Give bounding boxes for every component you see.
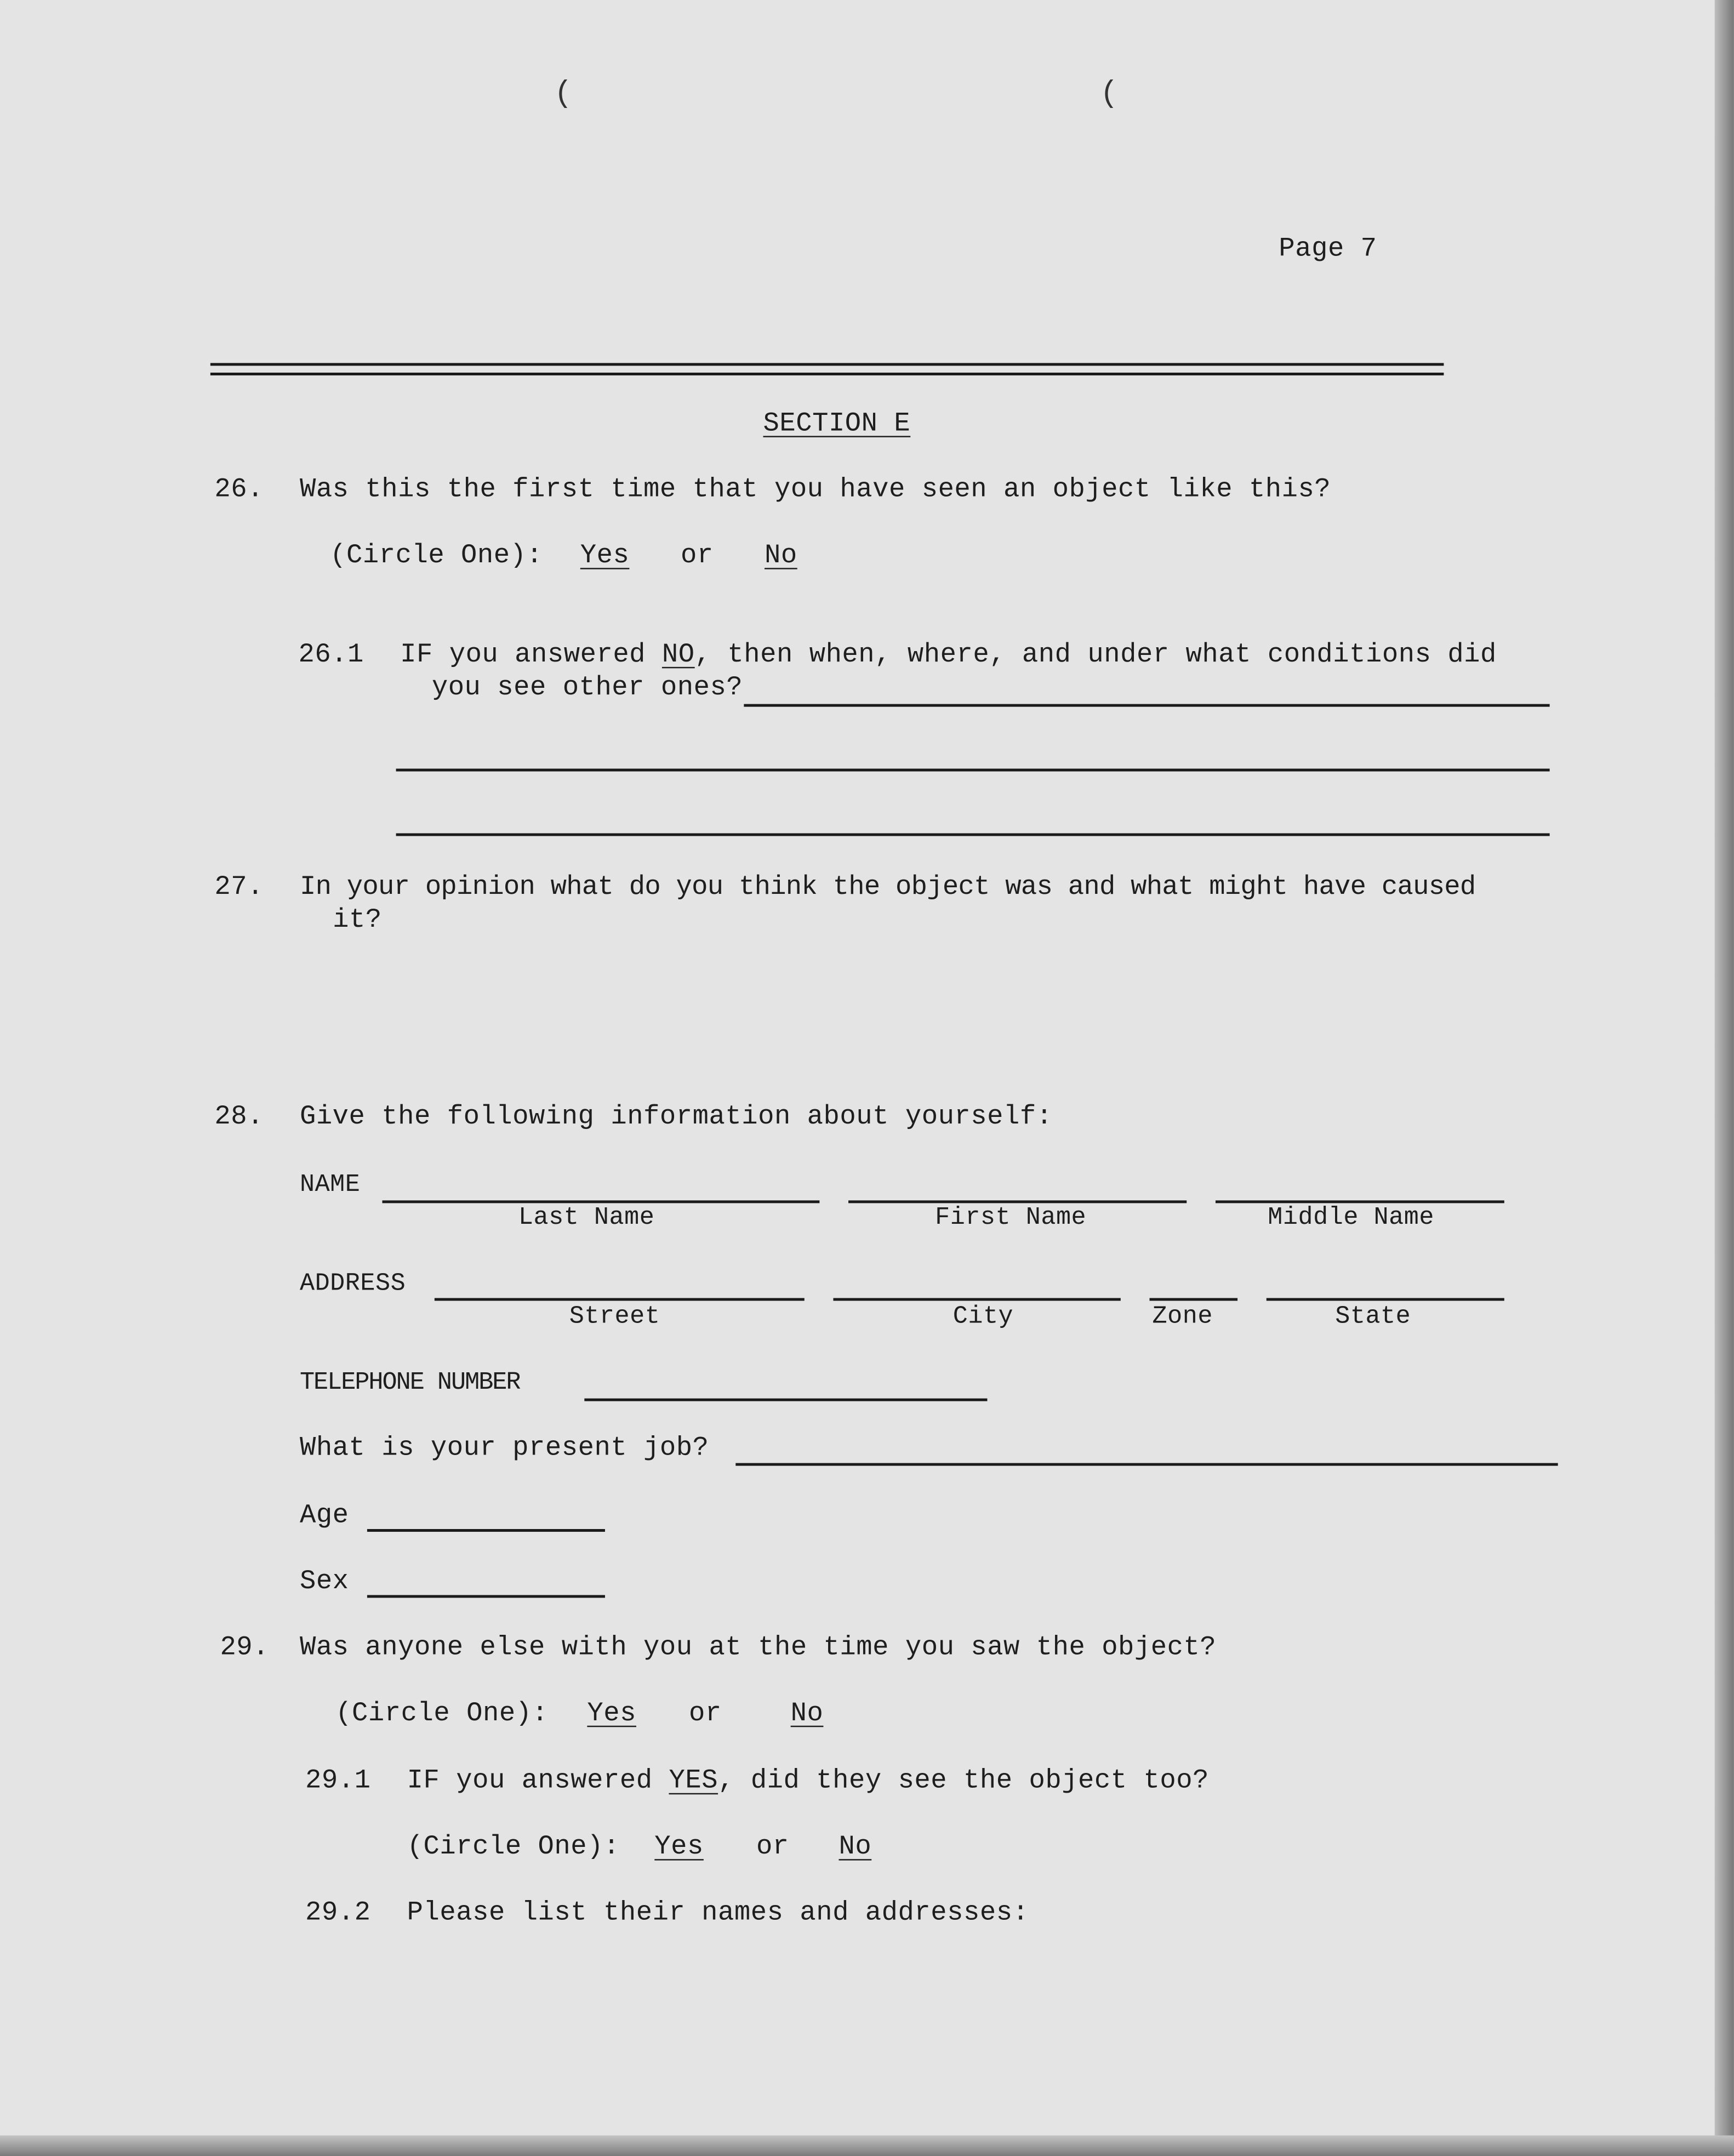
age-label: Age: [299, 1500, 349, 1531]
emphasis: NO: [661, 639, 695, 670]
age-field[interactable]: [367, 1529, 605, 1532]
q26-1-answer-line[interactable]: [396, 833, 1550, 836]
q29-1-yes-option[interactable]: Yes: [654, 1831, 704, 1862]
q28-text: Give the following information about yourself:: [299, 1101, 1053, 1132]
sex-field[interactable]: [367, 1595, 605, 1598]
q28-number: 28.: [214, 1101, 264, 1132]
q29-1-circle-label: (Circle One):: [407, 1831, 620, 1862]
text: IF you answered: [407, 1765, 669, 1796]
street-field[interactable]: [435, 1298, 805, 1301]
q29-2-number: 29.2: [305, 1897, 371, 1928]
q29-1-number: 29.1: [305, 1765, 371, 1796]
q26-1-text-line2: you see other ones?: [431, 672, 743, 703]
q29-1-no-option[interactable]: No: [839, 1831, 872, 1862]
punch-mark: (: [1100, 77, 1119, 112]
telephone-field[interactable]: [584, 1399, 987, 1401]
q29-or: or: [689, 1698, 722, 1729]
last-name-caption: Last Name: [518, 1204, 655, 1233]
q26-number: 26.: [214, 474, 264, 505]
scan-edge-bottom: [0, 2135, 1734, 2156]
job-label: What is your present job?: [299, 1433, 709, 1463]
page-number: Page 7: [1279, 233, 1377, 264]
job-field[interactable]: [735, 1463, 1558, 1466]
punch-mark: (: [554, 77, 573, 112]
state-caption: State: [1335, 1303, 1411, 1331]
q27-text: In your opinion what do you think the object was and what might have caused: [299, 871, 1476, 902]
city-caption: City: [952, 1303, 1014, 1331]
divider: [210, 363, 1444, 366]
q27-text-line2: it?: [333, 904, 382, 936]
q26-1-text: [400, 640, 1497, 670]
q29-1-text: [407, 1766, 1209, 1796]
address-label: ADDRESS: [299, 1270, 406, 1298]
scan-edge-right: [1715, 0, 1734, 2156]
q29-no-option[interactable]: No: [790, 1698, 824, 1729]
q26-yes-option[interactable]: Yes: [580, 540, 630, 571]
q29-number: 29.: [220, 1632, 270, 1663]
q29-1-or: or: [756, 1831, 789, 1862]
city-field[interactable]: [833, 1298, 1120, 1301]
divider: [210, 373, 1444, 375]
text: , then when, where, and under what conditions did: [694, 639, 1497, 670]
name-label: NAME: [299, 1171, 361, 1199]
state-field[interactable]: [1267, 1298, 1504, 1301]
q29-2-text: Please list their names and addresses:: [407, 1897, 1029, 1928]
middle-name-caption: Middle Name: [1268, 1204, 1434, 1233]
telephone-label: TELEPHONE NUMBER: [299, 1369, 520, 1398]
q29-yes-option[interactable]: Yes: [587, 1698, 636, 1729]
text: , did they see the object too?: [718, 1765, 1209, 1796]
emphasis: YES: [669, 1765, 718, 1796]
q26-text: Was this the first time that you have seen an object like this?: [299, 474, 1331, 505]
sex-label: Sex: [299, 1566, 349, 1596]
q26-1-number: 26.1: [298, 639, 364, 670]
q27-number: 27.: [214, 871, 264, 902]
first-name-caption: First Name: [935, 1204, 1087, 1233]
street-caption: Street: [569, 1303, 660, 1331]
q26-circle-label: (Circle One):: [330, 540, 543, 571]
q29-text: Was anyone else with you at the time you saw the object?: [299, 1632, 1217, 1663]
section-title: SECTION E: [763, 408, 911, 439]
zone-caption: Zone: [1152, 1303, 1213, 1331]
zone-field[interactable]: [1150, 1298, 1238, 1301]
q26-1-answer-line[interactable]: [744, 704, 1549, 707]
q26-or: or: [680, 540, 714, 571]
text: IF you answered: [400, 639, 662, 670]
q29-circle-label: (Circle One):: [335, 1698, 549, 1729]
q26-no-option[interactable]: No: [765, 540, 797, 571]
q26-1-answer-line[interactable]: [396, 769, 1550, 772]
